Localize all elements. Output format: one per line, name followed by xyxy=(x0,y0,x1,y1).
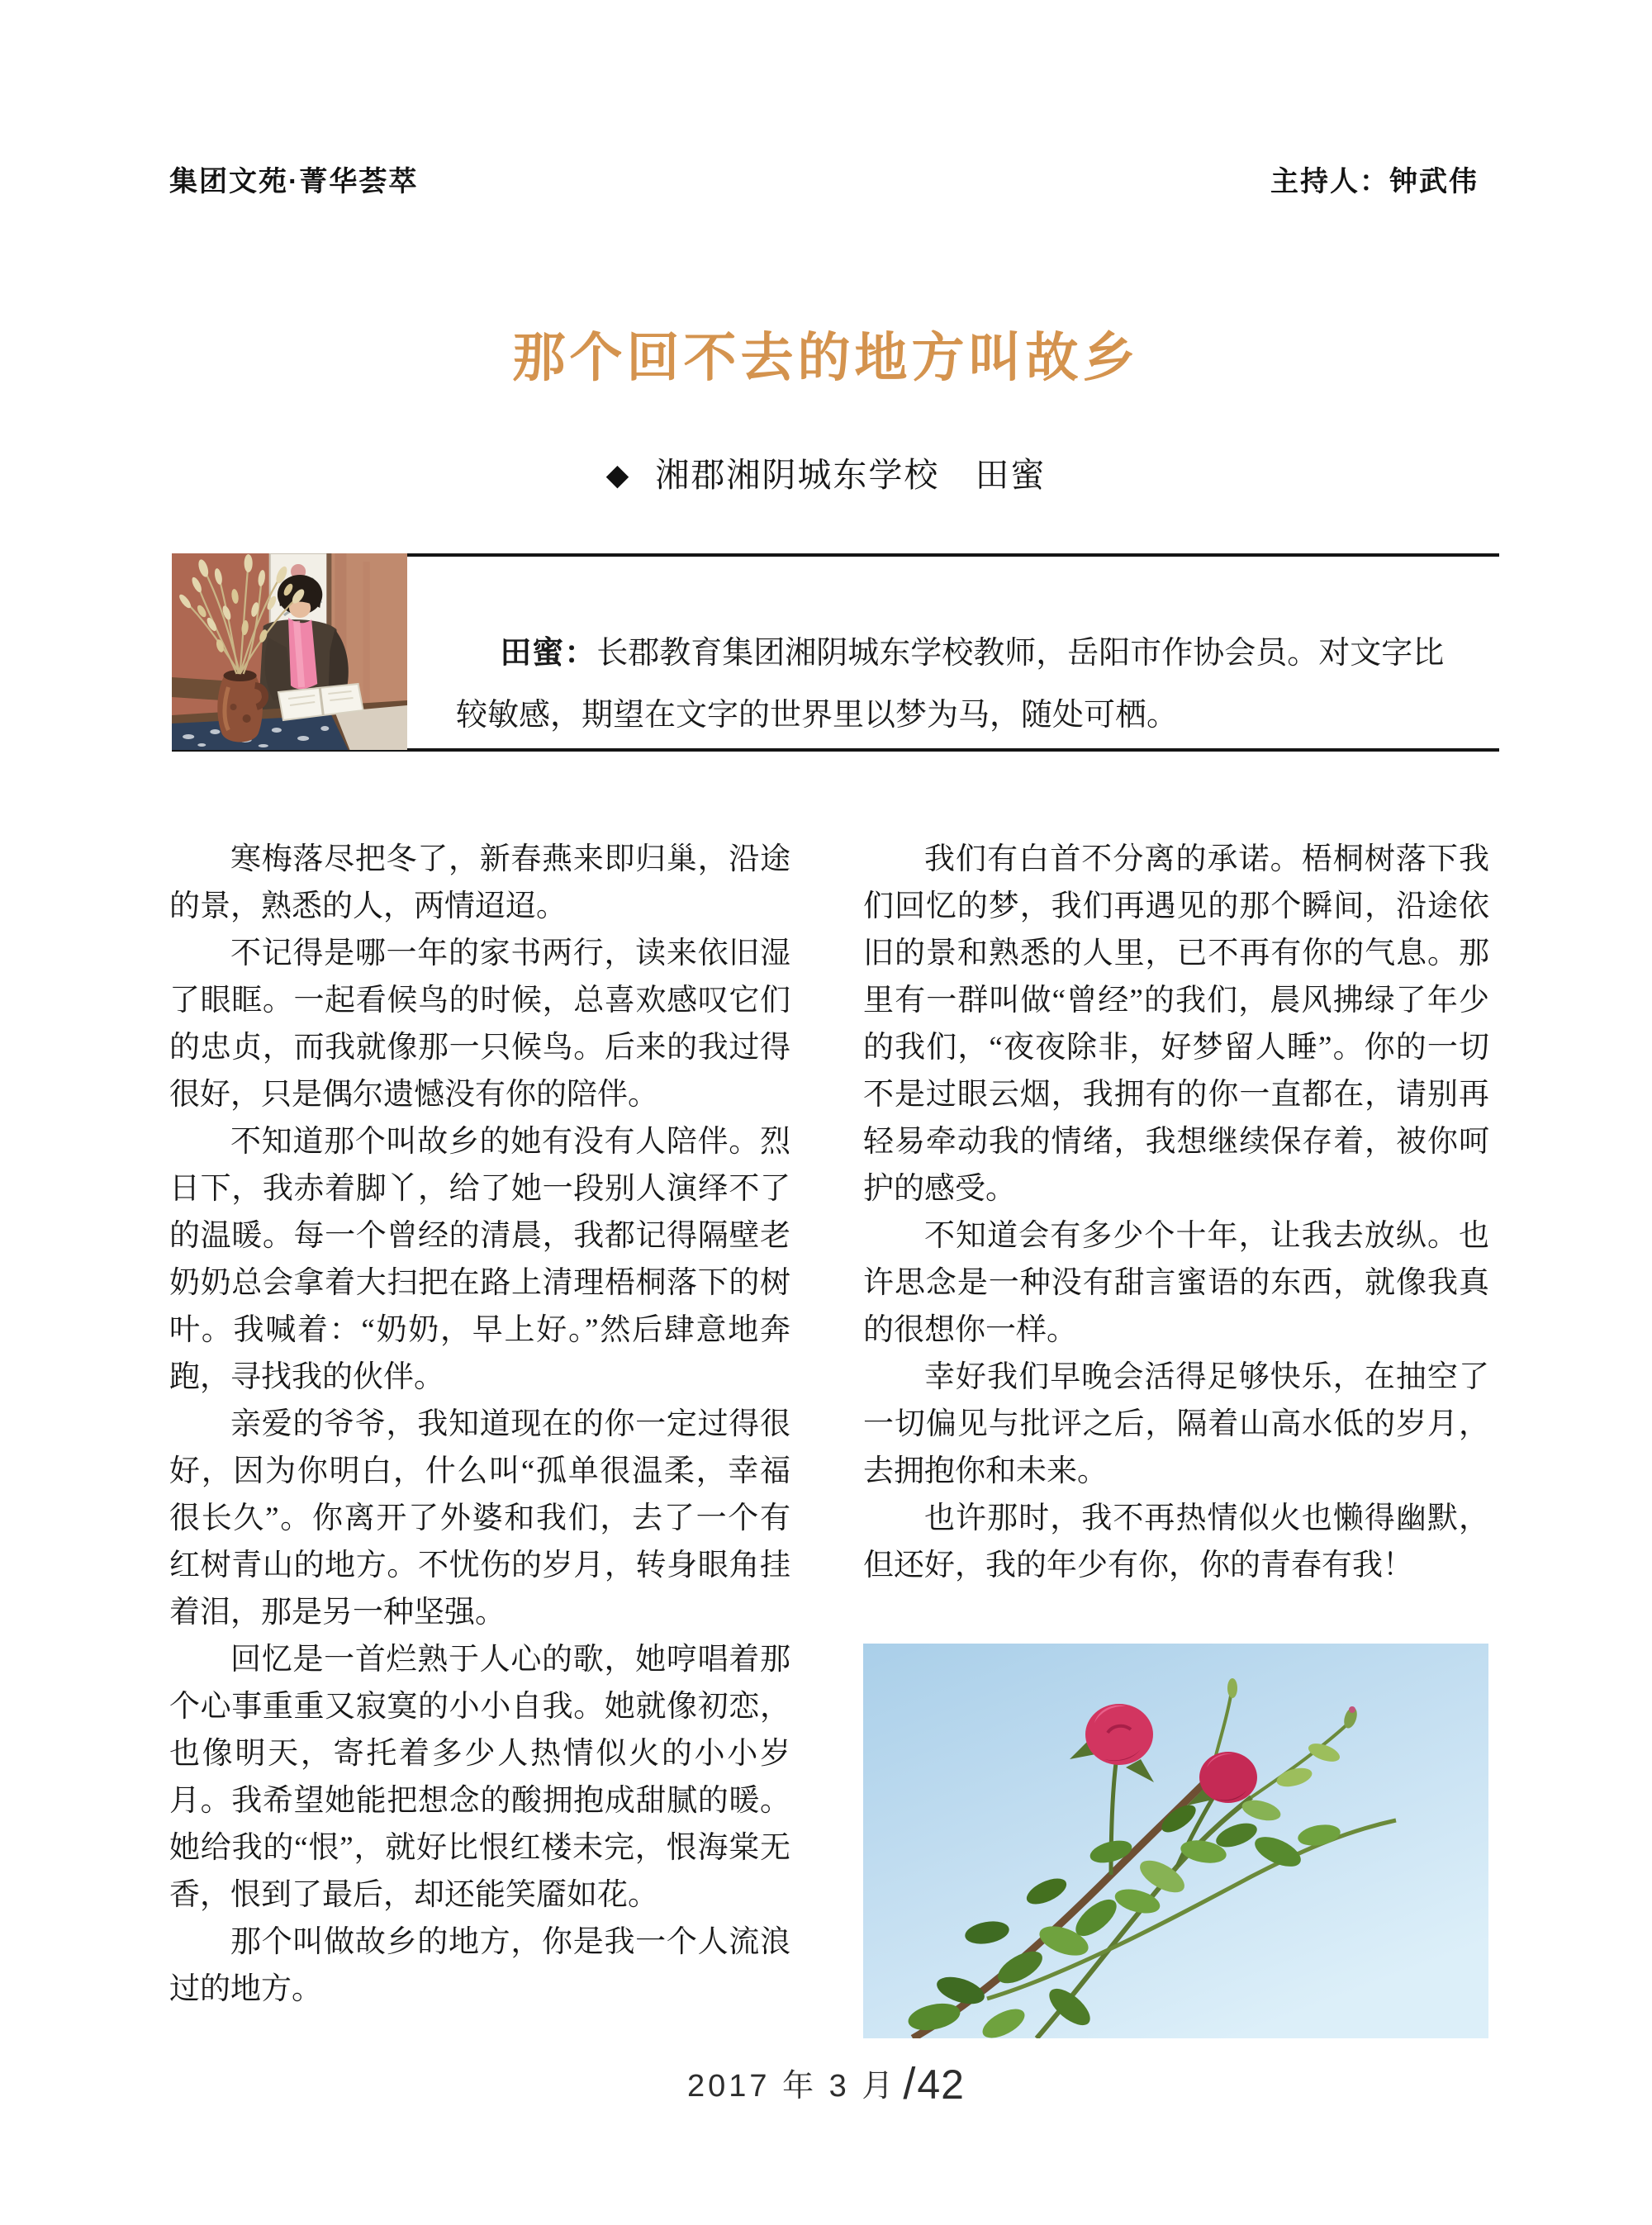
header-section-label: 集团文苑·菁华荟萃 xyxy=(169,166,419,197)
bio-text xyxy=(456,623,1474,747)
body-right-column xyxy=(863,836,1489,1589)
footer-page-number: 42 xyxy=(917,2061,965,2108)
paragraph: 我们有白首不分离的承诺。梧桐树落下我们回忆的梦，我们再遇见的那个瞬间，沿途依旧的景和熟悉的人里，已不再有你的气息。那里有一群叫做“曾经”的我们，晨风拂绿了年少的我们，“夜夜除非，好梦留人睡”。你的一切不是过眼云烟，我拥有的你一直都在，请别再轻易牵动我的情绪，我想继续保存着，被你呵护的感受。 xyxy=(863,842,1489,1206)
paragraph: 那个叫做故乡的地方，你是我一个人流浪过的地方。 xyxy=(169,1925,790,2006)
byline xyxy=(0,448,1652,496)
paragraph: 寒梅落尽把冬了，新春燕来即归巢，沿途的景，熟悉的人，两情迢迢。 xyxy=(169,842,790,923)
footer xyxy=(0,2058,1652,2109)
footer-slash: / xyxy=(903,2059,916,2109)
bio-description: 长郡教育集团湘阴城东学校教师，岳阳市作协会员。对文字比较敏感，期望在文字的世界里以梦为马，随处可栖。 xyxy=(456,636,1445,733)
paragraph: 不知道那个叫故乡的她有没有人陪伴。烈日下，我赤着脚丫，给了她一段别人演绎不了的温暖。每一个曾经的清晨，我都记得隔壁老奶奶总会拿着大扫把在路上清理梧桐落下的树叶。我喊着：“奶奶，早上好。”然后肆意地奔跑，寻找我的伙伴。 xyxy=(169,1125,790,1394)
paragraph: 不知道会有多少个十年，让我去放纵。也许思念是一种没有甜言蜜语的东西，就像我真的很想你一样。 xyxy=(863,1219,1489,1347)
author-photo xyxy=(172,553,407,750)
page-title: 那个回不去的地方叫故乡 xyxy=(512,329,1140,387)
paragraph: 亲爱的爷爷，我知道现在的你一定过得很好，因为你明白，什么叫“孤单很温柔，幸福很长久”。你离开了外婆和我们，去了一个有红树青山的地方。不忧伤的岁月，转身眼角挂着泪，那是另一种坚强。 xyxy=(169,1407,790,1630)
body-left-column xyxy=(169,836,790,2013)
header-host-label: 主持人：钟武伟 xyxy=(1270,166,1479,197)
paragraph: 不记得是哪一年的家书两行，读来依旧湿了眼眶。一起看候鸟的时候，总喜欢感叹它们的忠贞，而我就像那一只候鸟。后来的我过得很好，只是偶尔遗憾没有你的陪伴。 xyxy=(169,937,790,1112)
bio-author-name: 田蜜： xyxy=(500,636,597,671)
paragraph: 幸好我们早晚会活得足够快乐，在抽空了一切偏见与批评之后，隔着山高水低的岁月，去拥抱你和未来。 xyxy=(863,1360,1489,1488)
paragraph: 也许那时，我不再热情似火也懒得幽默，但还好，我的年少有你，你的青春有我！ xyxy=(863,1502,1489,1582)
rose-photo xyxy=(863,1644,1488,2038)
paragraph: 回忆是一首烂熟于人心的歌，她哼唱着那个心事重重又寂寞的小小自我。她就像初恋，也像明天，寄托着多少人热情似火的小小岁月。我希望她能把想念的酸拥抱成甜腻的暖。她给我的“恨”，就好比恨红楼未完，恨海棠无香，恨到了最后，却还能笑靥如花。 xyxy=(169,1643,790,1912)
byline-text: 湘郡湘阴城东学校 田蜜 xyxy=(655,456,1047,494)
diamond-icon: ◆ xyxy=(605,458,631,491)
footer-date: 2017 年 3 月 xyxy=(687,2069,897,2104)
